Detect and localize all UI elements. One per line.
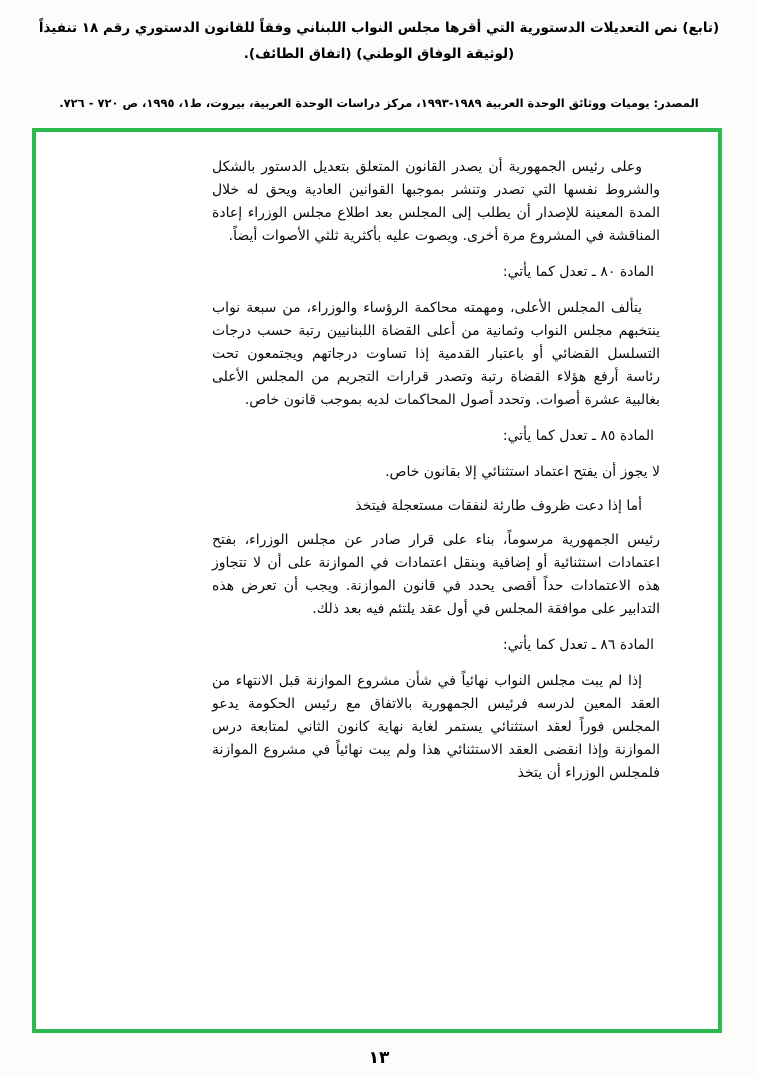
article-heading: المادة ٨٦ ـ تعدل كما يأتي: (502, 637, 654, 653)
article-heading: المادة ٨٠ ـ تعدل كما يأتي: (502, 264, 654, 280)
body-paragraph: لا يجوز أن يفتح اعتماد استثنائي إلا بقانون خاص. (385, 464, 660, 480)
content-frame (32, 128, 722, 1033)
body-paragraph: أما إذا دعت ظروف طارئة لنفقات مستعجلة فيتخذ (355, 498, 642, 514)
body-paragraph: إذا لم يبت مجلس النواب نهائياً في شأن مشروع الموازنة قبل الانتهاء من العقد المعين لدرسه فرئيس الجمهورية بالاتفاق مع رئيس الحكومة يدعو المجلس فوراً لعقد استثنائي يستمر لغاية نهاية كانون الثاني لمتابعة درس الموازنة وإذا انقضى العقد الاستثنائي هذا ولم يبت نهائياً في مشروع الموازنة فلمجلس الوزراء أن يتخذ (212, 673, 660, 781)
body-paragraph: يتألف المجلس الأعلى، ومهمته محاكمة الرؤساء والوزراء، من سبعة نواب ينتخبهم مجلس النواب وثمانية من أعلى القضاة اللبنانيين رتبة حسب درجات التسلسل القضائي أو باعتبار القدمية إذا تساوت درجاتهم ويجتمعون تحت رئاسة أرفع هؤلاء القضاة رتبة وتصدر قرارات التجريم من المجلس الأعلى بغالبية عشرة أصوات. وتحدد أصول المحاكمات لديه بموجب قانون خاص. (212, 300, 660, 408)
source-line: المصدر: يوميات ووثائق الوحدة العربية ١٩٨٩-١٩٩٣، مركز دراسات الوحدة العربية، بيروت، ط١، ١٩٩٥، ص ٧٢٠ - ٧٢٦. (59, 96, 699, 110)
page-header-title: (تابع) نص التعديلات الدستورية التي أقرها مجلس النواب اللبناني وفقاً للقانون الدستوري رقم ١٨ تنفيذاً (لوثيقة الوفاق الوطني) (اتفاق الطائف). (38, 20, 720, 62)
page-number: ١٣ (368, 1048, 390, 1068)
body-paragraph: وعلى رئيس الجمهورية أن يصدر القانون المتعلق بتعديل الدستور بالشكل والشروط نفسها التي تصدر وتنشر بموجبها القوانين العادية ويحق له خلال المدة المعينة للإصدار أن يطلب إلى المجلس بعد اطلاع مجلس الوزراء إعادة المناقشة في المشروع مرة أخرى. ويصوت عليه بأكثرية ثلثي الأصوات أيضاً. (212, 159, 660, 244)
body-text-column (212, 156, 660, 785)
article-heading: المادة ٨٥ ـ تعدل كما يأتي: (502, 428, 654, 444)
body-paragraph: رئيس الجمهورية مرسوماً، بناء على قرار صادر عن مجلس الوزراء، بفتح اعتمادات استثنائية أو إضافية وبنقل اعتمادات في الموازنة على أن لا تتجاوز هذه الاعتمادات حداً أقصى يحدد في قانون الموازنة. ويجب أن تعرض هذه التدابير على موافقة المجلس في أول عقد يلتئم فيه بعد ذلك. (212, 532, 660, 617)
